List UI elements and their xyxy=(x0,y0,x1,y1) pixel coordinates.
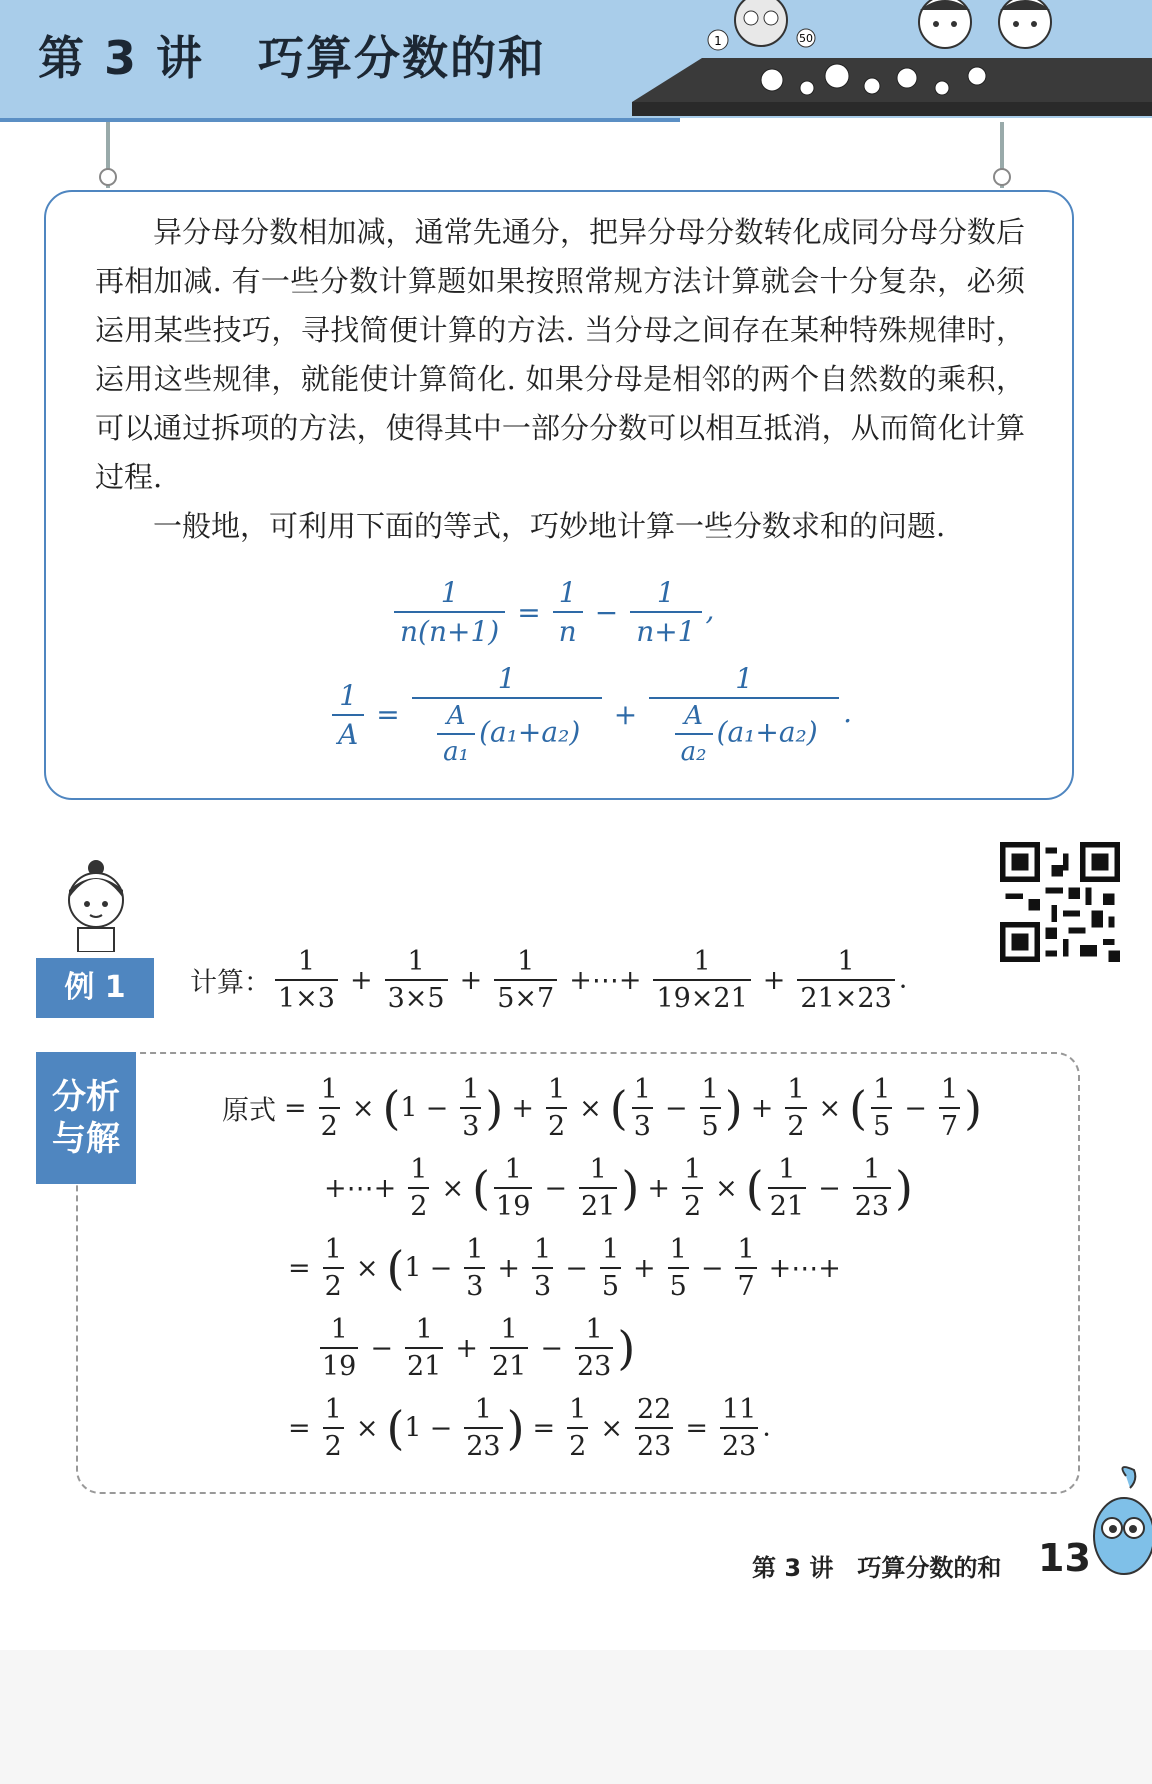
ball-mascot-icon xyxy=(706,0,816,60)
fraction xyxy=(494,1154,532,1222)
fraction xyxy=(567,1394,588,1462)
fraction xyxy=(735,1234,756,1302)
formula-num: 1 xyxy=(394,576,505,613)
fraction-denominator: 23 xyxy=(466,1431,501,1462)
formula-den xyxy=(412,699,602,767)
formula-num: 1 xyxy=(630,576,701,613)
fraction-numerator: 1 xyxy=(700,1074,721,1109)
formula-den: a₂ xyxy=(680,737,707,767)
intro-paragraph-1: 异分母分数相加减，通常先通分，把异分母分数转化成同分母分数后再相加减. 有一些分数计算题如果按照常规方法计算就会十分复杂，必须运用某些技巧，寻找简便计算的方法. 当分母之间存在某种特殊规律时，运用这些规律，就能使计算简化. 如果分母是相邻的两个自然数的乘积，可以通过拆项的方法，使得其中一部分分数可以相互抵消，从而简化计算过程. xyxy=(95,215,1025,494)
kids-icon xyxy=(900,0,1070,60)
formula-den: n(n+1) xyxy=(400,615,500,648)
math-symbol: × xyxy=(355,1252,379,1284)
formula-split-terms xyxy=(390,576,714,648)
example-label: 例 1 xyxy=(36,958,154,1018)
fraction xyxy=(464,1394,502,1462)
question-op: + xyxy=(349,964,373,996)
fraction xyxy=(460,1074,481,1142)
fraction-denominator: 2 xyxy=(320,1111,338,1142)
fraction-denominator: 5 xyxy=(601,1271,620,1302)
question-term xyxy=(385,946,448,1014)
fraction-numerator: 11 xyxy=(720,1394,758,1429)
fraction xyxy=(635,1394,673,1462)
intro-text xyxy=(95,208,1025,551)
fraction xyxy=(853,1154,891,1222)
math-symbol: = xyxy=(532,1412,556,1444)
fraction xyxy=(546,1074,567,1142)
solution-op: = xyxy=(284,1092,307,1124)
math-symbol: × xyxy=(441,1172,465,1204)
math-symbol: ( xyxy=(609,1081,628,1135)
question-punct: . xyxy=(898,963,908,995)
fraction xyxy=(768,1154,806,1222)
fraction-denominator: 5×7 xyxy=(497,983,555,1014)
fraction-numerator: 1 xyxy=(735,1234,756,1269)
fraction-numerator: 1 xyxy=(579,1154,617,1189)
fraction-numerator: 1 xyxy=(853,1154,891,1189)
ball-icon xyxy=(825,64,849,88)
solution-line-3 xyxy=(280,1234,849,1302)
fraction xyxy=(437,701,475,767)
question-op: + xyxy=(762,964,786,996)
fraction-numerator: 1 xyxy=(785,1074,806,1109)
fraction-denominator: 23 xyxy=(636,1431,672,1462)
math-symbol: ( xyxy=(386,1241,405,1295)
fraction xyxy=(700,1074,721,1142)
analysis-label-line2: 与解 xyxy=(52,1119,120,1159)
math-symbol: − xyxy=(664,1092,688,1124)
formula-num: 1 xyxy=(649,662,839,699)
fraction-numerator: 1 xyxy=(600,1234,621,1269)
fraction xyxy=(649,662,839,767)
fraction-numerator: 1 xyxy=(460,1074,481,1109)
math-symbol: = xyxy=(685,1412,708,1444)
fraction-denominator: 19 xyxy=(322,1351,357,1382)
ball-label: 50 xyxy=(799,32,813,45)
formula-general xyxy=(328,662,852,767)
math-symbol: + xyxy=(750,1092,774,1124)
formula-punct: . xyxy=(843,696,853,729)
math-symbol: − xyxy=(425,1092,449,1124)
math-symbol: − xyxy=(904,1092,927,1124)
fraction-denominator: 21 xyxy=(491,1351,527,1382)
fraction xyxy=(553,576,583,648)
fraction xyxy=(532,1234,553,1302)
fraction-numerator: 1 xyxy=(494,1154,532,1189)
math-symbol: − xyxy=(429,1412,453,1444)
math-symbol: ) xyxy=(506,1401,525,1455)
page-number: 13 xyxy=(1038,1536,1091,1580)
math-symbol: +⋯+ xyxy=(768,1252,841,1284)
fraction-numerator: 1 xyxy=(668,1234,689,1269)
fraction xyxy=(720,1394,758,1462)
math-symbol: × xyxy=(818,1092,842,1124)
math-symbol: − xyxy=(370,1332,393,1364)
math-symbol: × xyxy=(355,1412,379,1444)
fraction-denominator: 7 xyxy=(940,1111,959,1142)
formula-den: A xyxy=(338,717,359,751)
fraction-denominator: 19 xyxy=(496,1191,531,1222)
fraction-denominator: 3×5 xyxy=(387,983,445,1014)
page-title xyxy=(38,22,546,88)
hanger-knob-left xyxy=(99,168,117,186)
ball-icon xyxy=(761,69,783,91)
analysis-label xyxy=(36,1052,136,1184)
math-symbol: − xyxy=(818,1172,841,1204)
math-symbol: × xyxy=(579,1092,602,1124)
math-symbol: × xyxy=(351,1092,375,1124)
lecture-title: 巧算分数的和 xyxy=(258,31,547,85)
math-symbol: = xyxy=(288,1252,311,1284)
math-symbol: ) xyxy=(724,1081,743,1135)
fraction-denominator: 23 xyxy=(576,1351,612,1382)
fraction-denominator: 7 xyxy=(737,1271,755,1302)
analysis-label-line1: 分析 xyxy=(52,1077,120,1117)
formula-num: 1 xyxy=(553,576,583,613)
math-symbol: +⋯+ xyxy=(324,1172,397,1204)
fraction-denominator: 1×3 xyxy=(278,983,335,1014)
fraction-numerator: 1 xyxy=(532,1234,553,1269)
math-symbol: − xyxy=(700,1252,724,1284)
math-symbol: ) xyxy=(895,1161,913,1215)
solution-line-2 xyxy=(316,1154,913,1222)
intro-paragraph-2: 一般地，可利用下面的等式，巧妙地计算一些分数求和的问题. xyxy=(153,509,946,543)
solution-line-1 xyxy=(222,1074,982,1142)
fraction-numerator: 1 xyxy=(871,1074,892,1109)
fraction-numerator: 1 xyxy=(464,1234,485,1269)
fraction xyxy=(785,1074,806,1142)
formula-den: a₁ xyxy=(443,737,470,767)
fraction-numerator: 1 xyxy=(575,1314,613,1349)
fraction-denominator: 21 xyxy=(406,1351,442,1382)
fraction xyxy=(630,576,701,648)
question-term xyxy=(653,946,750,1014)
fraction-numerator: 22 xyxy=(635,1394,673,1429)
math-symbol: ) xyxy=(621,1161,640,1215)
fraction-denominator: 21×23 xyxy=(800,983,892,1014)
math-symbol: ( xyxy=(849,1081,868,1135)
fraction-denominator: 21 xyxy=(769,1191,805,1222)
ball-icon xyxy=(935,81,949,95)
fraction-numerator: 1 xyxy=(567,1394,588,1429)
formula-den: n+1 xyxy=(636,615,696,648)
formula-num: 1 xyxy=(332,679,364,716)
fraction-denominator: 21 xyxy=(581,1191,616,1222)
formula-num: A xyxy=(437,701,475,735)
fraction xyxy=(405,1314,443,1382)
fraction-numerator: 1 xyxy=(320,1314,358,1349)
fraction xyxy=(600,1234,621,1302)
math-symbol: ( xyxy=(382,1081,401,1135)
solution-lead: 原式 xyxy=(222,1095,276,1127)
question-ellipsis: +⋯+ xyxy=(569,964,642,996)
formula-den: n xyxy=(558,615,577,648)
formula-op: = xyxy=(517,595,541,629)
math-symbol: × xyxy=(715,1172,738,1204)
fraction xyxy=(939,1074,960,1142)
fraction-numerator: 1 xyxy=(653,946,750,981)
qr-code-icon[interactable] xyxy=(1000,842,1120,962)
question-op: + xyxy=(459,964,483,996)
math-symbol: ) xyxy=(964,1081,983,1135)
math-symbol: ( xyxy=(386,1401,405,1455)
formula-op: = xyxy=(376,698,400,731)
question-term xyxy=(494,946,557,1014)
math-symbol: − xyxy=(565,1252,588,1284)
math-symbol: + xyxy=(647,1172,670,1204)
fraction-denominator: 3 xyxy=(466,1271,484,1302)
fraction-denominator: 2 xyxy=(569,1431,587,1462)
fraction-numerator: 1 xyxy=(323,1234,344,1269)
footer-running-title: 第 3 讲 巧算分数的和 xyxy=(752,1554,1002,1582)
table-edge xyxy=(632,102,1152,116)
fraction xyxy=(332,679,364,751)
math-symbol: ( xyxy=(745,1161,764,1215)
math-symbol: × xyxy=(600,1412,623,1444)
fraction-numerator: 1 xyxy=(385,946,448,981)
fraction xyxy=(412,662,602,767)
example-question xyxy=(190,946,907,1014)
math-symbol: + xyxy=(455,1332,478,1364)
fraction-denominator: 5 xyxy=(873,1111,891,1142)
fraction-numerator: 1 xyxy=(408,1154,429,1189)
question-prompt: 计算： xyxy=(190,967,271,999)
fraction xyxy=(319,1074,340,1142)
header-illustration xyxy=(632,58,1152,118)
fraction-numerator: 1 xyxy=(490,1314,528,1349)
fraction xyxy=(871,1074,892,1142)
fraction xyxy=(323,1234,344,1302)
fraction-denominator: 2 xyxy=(547,1111,566,1142)
math-symbol: ( xyxy=(472,1161,491,1215)
formula-op: + xyxy=(613,698,638,731)
formula-op: − xyxy=(594,595,619,629)
formula-den xyxy=(649,699,839,767)
fraction-denominator: 5 xyxy=(701,1111,719,1142)
fraction-numerator: 1 xyxy=(323,1394,344,1429)
fraction xyxy=(323,1394,344,1462)
fraction-denominator: 2 xyxy=(683,1191,702,1222)
formula-num: A xyxy=(675,701,713,735)
fraction-numerator: 1 xyxy=(939,1074,960,1109)
fraction xyxy=(575,1314,613,1382)
fraction-denominator: 2 xyxy=(324,1431,342,1462)
solution-line-5 xyxy=(280,1394,771,1462)
fraction-numerator: 1 xyxy=(275,946,338,981)
lecture-number: 第 3 讲 xyxy=(38,31,205,85)
fraction-numerator: 1 xyxy=(494,946,557,981)
formula-punct: , xyxy=(705,593,715,627)
math-symbol: 1 xyxy=(404,1412,422,1444)
fraction xyxy=(320,1314,358,1382)
math-symbol: − xyxy=(429,1252,453,1284)
fraction xyxy=(408,1154,429,1222)
fraction-numerator: 1 xyxy=(319,1074,340,1109)
page-bottom-margin xyxy=(0,1650,1152,1784)
fraction-denominator: 23 xyxy=(721,1431,757,1462)
fraction-numerator: 1 xyxy=(546,1074,567,1109)
fraction-denominator: 19×21 xyxy=(656,983,748,1014)
formula-num: 1 xyxy=(412,662,602,699)
fraction-denominator: 23 xyxy=(854,1191,890,1222)
ball-icon xyxy=(897,68,917,88)
formula-term: (a₁+a₂) xyxy=(479,715,581,749)
fraction xyxy=(490,1314,528,1382)
fraction xyxy=(668,1234,689,1302)
hanger-knob-right xyxy=(993,168,1011,186)
math-symbol: . xyxy=(762,1411,771,1443)
fraction-numerator: 1 xyxy=(797,946,894,981)
fraction-denominator: 3 xyxy=(633,1111,651,1142)
math-symbol: − xyxy=(540,1332,563,1364)
math-symbol: + xyxy=(511,1092,534,1124)
fraction xyxy=(632,1074,653,1142)
math-symbol: 1 xyxy=(404,1252,422,1284)
formula-term: (a₁+a₂) xyxy=(716,715,818,749)
math-symbol: + xyxy=(497,1252,521,1284)
fraction-numerator: 1 xyxy=(632,1074,653,1109)
solution-line-4 xyxy=(316,1314,635,1382)
fraction-denominator: 2 xyxy=(787,1111,805,1142)
fraction xyxy=(464,1234,485,1302)
fraction-numerator: 1 xyxy=(768,1154,806,1189)
math-symbol: + xyxy=(633,1252,656,1284)
fraction-numerator: 1 xyxy=(464,1394,502,1429)
question-term xyxy=(275,946,338,1014)
girl-avatar-icon xyxy=(62,860,130,952)
ball-label: 1 xyxy=(714,34,722,48)
math-symbol: = xyxy=(288,1412,311,1444)
math-symbol: 1 xyxy=(400,1092,418,1124)
fraction xyxy=(579,1154,617,1222)
fraction-denominator: 3 xyxy=(534,1271,552,1302)
ball-icon xyxy=(968,67,986,85)
fraction xyxy=(394,576,505,648)
ball-icon xyxy=(800,81,814,95)
fraction-numerator: 1 xyxy=(682,1154,703,1189)
fraction-numerator: 1 xyxy=(405,1314,443,1349)
mascot-icon xyxy=(1086,1466,1152,1578)
ball-icon xyxy=(864,78,880,94)
fraction xyxy=(675,701,713,767)
math-symbol: ) xyxy=(485,1081,504,1135)
math-symbol: − xyxy=(544,1172,567,1204)
fraction-denominator: 2 xyxy=(410,1191,428,1222)
table-surface xyxy=(632,58,1152,102)
fraction-denominator: 3 xyxy=(462,1111,480,1142)
fraction-denominator: 2 xyxy=(324,1271,342,1302)
header-underline xyxy=(0,118,680,122)
fraction xyxy=(682,1154,703,1222)
math-symbol: ) xyxy=(617,1321,636,1375)
fraction-denominator: 5 xyxy=(669,1271,687,1302)
question-term xyxy=(797,946,894,1014)
